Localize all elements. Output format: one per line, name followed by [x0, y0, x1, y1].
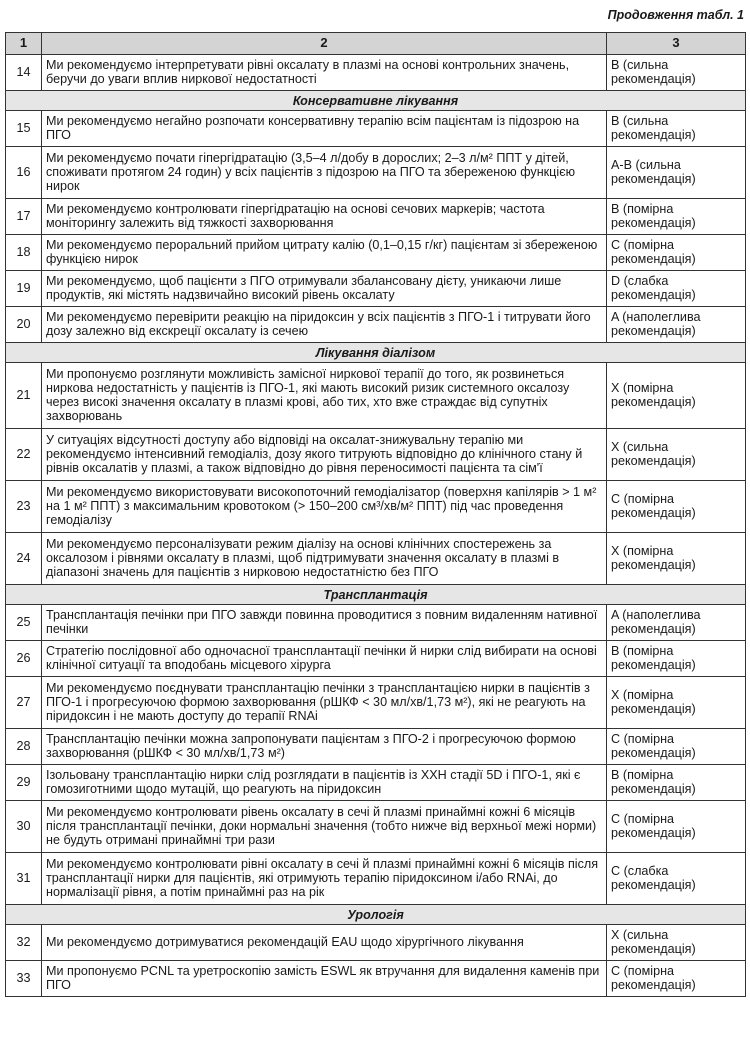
table-row	[6, 853, 746, 905]
row-number: 19	[6, 271, 42, 307]
row-number: 32	[6, 925, 42, 961]
row-number: 30	[6, 801, 42, 853]
section-title: Трансплантація	[6, 585, 746, 605]
recommendation-text: Ми рекомендуємо персоналізувати режим діалізу на основі клінічних спостережень за оксалозом і рівнями оксалату в плазмі, щоб підтримувати значення оксалату в плазмі в діапазоні значень для пацієнтів з нирковою недостатністю без ПГО	[42, 533, 607, 585]
row-number: 25	[6, 605, 42, 641]
column-header-2: 2	[42, 33, 607, 55]
recommendation-grade: C (слабка рекомендація)	[607, 853, 746, 905]
recommendation-text: Ми рекомендуємо перевірити реакцію на піридоксин у всіх пацієнтів з ПГО-1 і титрувати його дозу залежно від екскреції оксалату із сечею	[42, 307, 607, 343]
table-row	[6, 199, 746, 235]
row-number: 27	[6, 677, 42, 729]
section-title: Лікування діалізом	[6, 343, 746, 363]
recommendation-text: Ми рекомендуємо, щоб пацієнти з ПГО отримували збалансовану дієту, уникаючи лише продуктів, які містять надзвичайно високий рівень оксалату	[42, 271, 607, 307]
table-row	[6, 729, 746, 765]
table-row	[6, 605, 746, 641]
row-number: 33	[6, 961, 42, 997]
recommendation-grade: X (помірна рекомендація)	[607, 533, 746, 585]
recommendation-grade: C (помірна рекомендація)	[607, 801, 746, 853]
row-number: 16	[6, 147, 42, 199]
table-row	[6, 271, 746, 307]
recommendation-grade: X (сильна рекомендація)	[607, 429, 746, 481]
recommendation-text: Ми рекомендуємо негайно розпочати консервативну терапію всім пацієнтам із підозрою на ПГО	[42, 111, 607, 147]
row-number: 21	[6, 363, 42, 429]
section-title: Урологія	[6, 905, 746, 925]
recommendation-grade: B (сильна рекомендація)	[607, 111, 746, 147]
table-row	[6, 363, 746, 429]
recommendation-text: Ми рекомендуємо пероральний прийом цитрату калію (0,1–0,15 г/кг) пацієнтам зі збереженою функцією нирок	[42, 235, 607, 271]
row-number: 28	[6, 729, 42, 765]
recommendation-text: Трансплантація печінки при ПГО завжди повинна проводитися з повним видаленням нативної печінки	[42, 605, 607, 641]
row-number: 14	[6, 55, 42, 91]
recommendation-grade: C (помірна рекомендація)	[607, 961, 746, 997]
header-row	[6, 33, 746, 55]
table-row	[6, 429, 746, 481]
recommendation-text: Ми рекомендуємо поєднувати трансплантацію печінки з трансплантацією нирки в пацієнтів з ПГО-1 і прогресуючою формою захворювання (рШКФ < 30 мл/хв/1,73 м²), які не реагують на піридоксин і не мають доступу до терапії RNAi	[42, 677, 607, 729]
recommendation-grade: A (наполеглива рекомендація)	[607, 307, 746, 343]
column-header-3: 3	[607, 33, 746, 55]
recommendation-text: Ми пропонуємо розглянути можливість замісної ниркової терапії до того, як розвинеться ниркова недостатність у пацієнтів із ПГО-1, які мають високий ризик системного оксалозу через високі значення оксалату в плазмі крові, або тих, хто вже страждає від супутніх захворювань	[42, 363, 607, 429]
recommendation-grade: X (сильна рекомендація)	[607, 925, 746, 961]
table-row	[6, 481, 746, 533]
recommendation-text: Трансплантацію печінки можна запропонувати пацієнтам з ПГО-2 і прогресуючою формою захворювання (рШКФ < 30 мл/хв/1,73 м²)	[42, 729, 607, 765]
table-row	[6, 55, 746, 91]
table-row	[6, 641, 746, 677]
table-row	[6, 925, 746, 961]
recommendation-grade: D (слабка рекомендація)	[607, 271, 746, 307]
table-body	[6, 55, 746, 997]
recommendation-text: Ми рекомендуємо почати гіпергідратацію (3,5–4 л/добу в дорослих; 2–3 л/м² ППТ у дітей, споживати протягом 24 годин) у всіх пацієнтів з підозрою на ПГО та збереженою функцією нирок	[42, 147, 607, 199]
table-caption: Продовження табл. 1	[607, 8, 744, 22]
row-number: 22	[6, 429, 42, 481]
recommendation-grade: X (помірна рекомендація)	[607, 677, 746, 729]
table-row	[6, 765, 746, 801]
recommendation-grade: B (помірна рекомендація)	[607, 765, 746, 801]
section-row	[6, 585, 746, 605]
row-number: 29	[6, 765, 42, 801]
recommendation-grade: A (наполеглива рекомендація)	[607, 605, 746, 641]
column-header-1: 1	[6, 33, 42, 55]
row-number: 24	[6, 533, 42, 585]
recommendation-grade: B (помірна рекомендація)	[607, 199, 746, 235]
table-row	[6, 307, 746, 343]
recommendation-text: Ми рекомендуємо контролювати рівень оксалату в сечі й плазмі принаймні кожні 6 місяців після трансплантації печінки, доки нормальні значення (тобто нижче від верхньої межі норми) не будуть отримані принаймні три рази	[42, 801, 607, 853]
table-row	[6, 801, 746, 853]
table-row	[6, 533, 746, 585]
recommendation-text: У ситуаціях відсутності доступу або відповіді на оксалат-знижувальну терапію ми рекомендуємо інтенсивний гемодіаліз, дозу якого титрують відповідно до клінічного стану й рівнів оксалатів у плазмі, а також відповідно до рівня переносимості пацієнта та сім'ї	[42, 429, 607, 481]
recommendations-table	[5, 32, 746, 997]
section-title: Консервативне лікування	[6, 91, 746, 111]
row-number: 20	[6, 307, 42, 343]
recommendation-text: Стратегію послідовної або одночасної трансплантації печінки й нирки слід вибирати на основі клінічної ситуації та вподобань місцевого хірурга	[42, 641, 607, 677]
row-number: 23	[6, 481, 42, 533]
recommendation-grade: C (помірна рекомендація)	[607, 481, 746, 533]
table-row	[6, 147, 746, 199]
recommendation-text: Ізольовану трансплантацію нирки слід розглядати в пацієнтів із ХХН стадії 5D і ПГО-1, які є гомозиготними щодо мутацій, що реагують на піридоксин	[42, 765, 607, 801]
recommendation-text: Ми рекомендуємо контролювати рівні оксалату в сечі й плазмі принаймні кожні 6 місяців після трансплантації нирки для пацієнтів, які отримують терапію піридоксином і/або RNAi, до нормалізації рівня, а потім принаймні раз на рік	[42, 853, 607, 905]
section-row	[6, 91, 746, 111]
recommendation-grade: A-B (сильна рекомендація)	[607, 147, 746, 199]
table-row	[6, 961, 746, 997]
table-row	[6, 111, 746, 147]
row-number: 31	[6, 853, 42, 905]
recommendation-text: Ми рекомендуємо інтерпретувати рівні оксалату в плазмі на основі контрольних значень, беручи до уваги вплив ниркової недостатності	[42, 55, 607, 91]
row-number: 17	[6, 199, 42, 235]
recommendation-text: Ми пропонуємо PCNL та уретроскопію замість ESWL як втручання для видалення каменів при ПГО	[42, 961, 607, 997]
recommendation-text: Ми рекомендуємо дотримуватися рекомендацій EAU щодо хірургічного лікування	[42, 925, 607, 961]
recommendation-grade: C (помірна рекомендація)	[607, 729, 746, 765]
recommendation-text: Ми рекомендуємо використовувати високопоточний гемодіалізатор (поверхня капілярів > 1 м² на 1 м² ППТ) з максимальним кровотоком (> 150–200 см³/хв/м² ППТ) під час проведення гемодіалізу	[42, 481, 607, 533]
row-number: 26	[6, 641, 42, 677]
row-number: 15	[6, 111, 42, 147]
recommendation-grade: B (помірна рекомендація)	[607, 641, 746, 677]
section-row	[6, 343, 746, 363]
recommendation-grade: X (помірна рекомендація)	[607, 363, 746, 429]
recommendation-text: Ми рекомендуємо контролювати гіпергідратацію на основі сечових маркерів; частота моніторингу залежить від тяжкості захворювання	[42, 199, 607, 235]
row-number: 18	[6, 235, 42, 271]
table-row	[6, 235, 746, 271]
recommendation-grade: C (помірна рекомендація)	[607, 235, 746, 271]
section-row	[6, 905, 746, 925]
recommendation-grade: B (сильна рекомендація)	[607, 55, 746, 91]
table-row	[6, 677, 746, 729]
